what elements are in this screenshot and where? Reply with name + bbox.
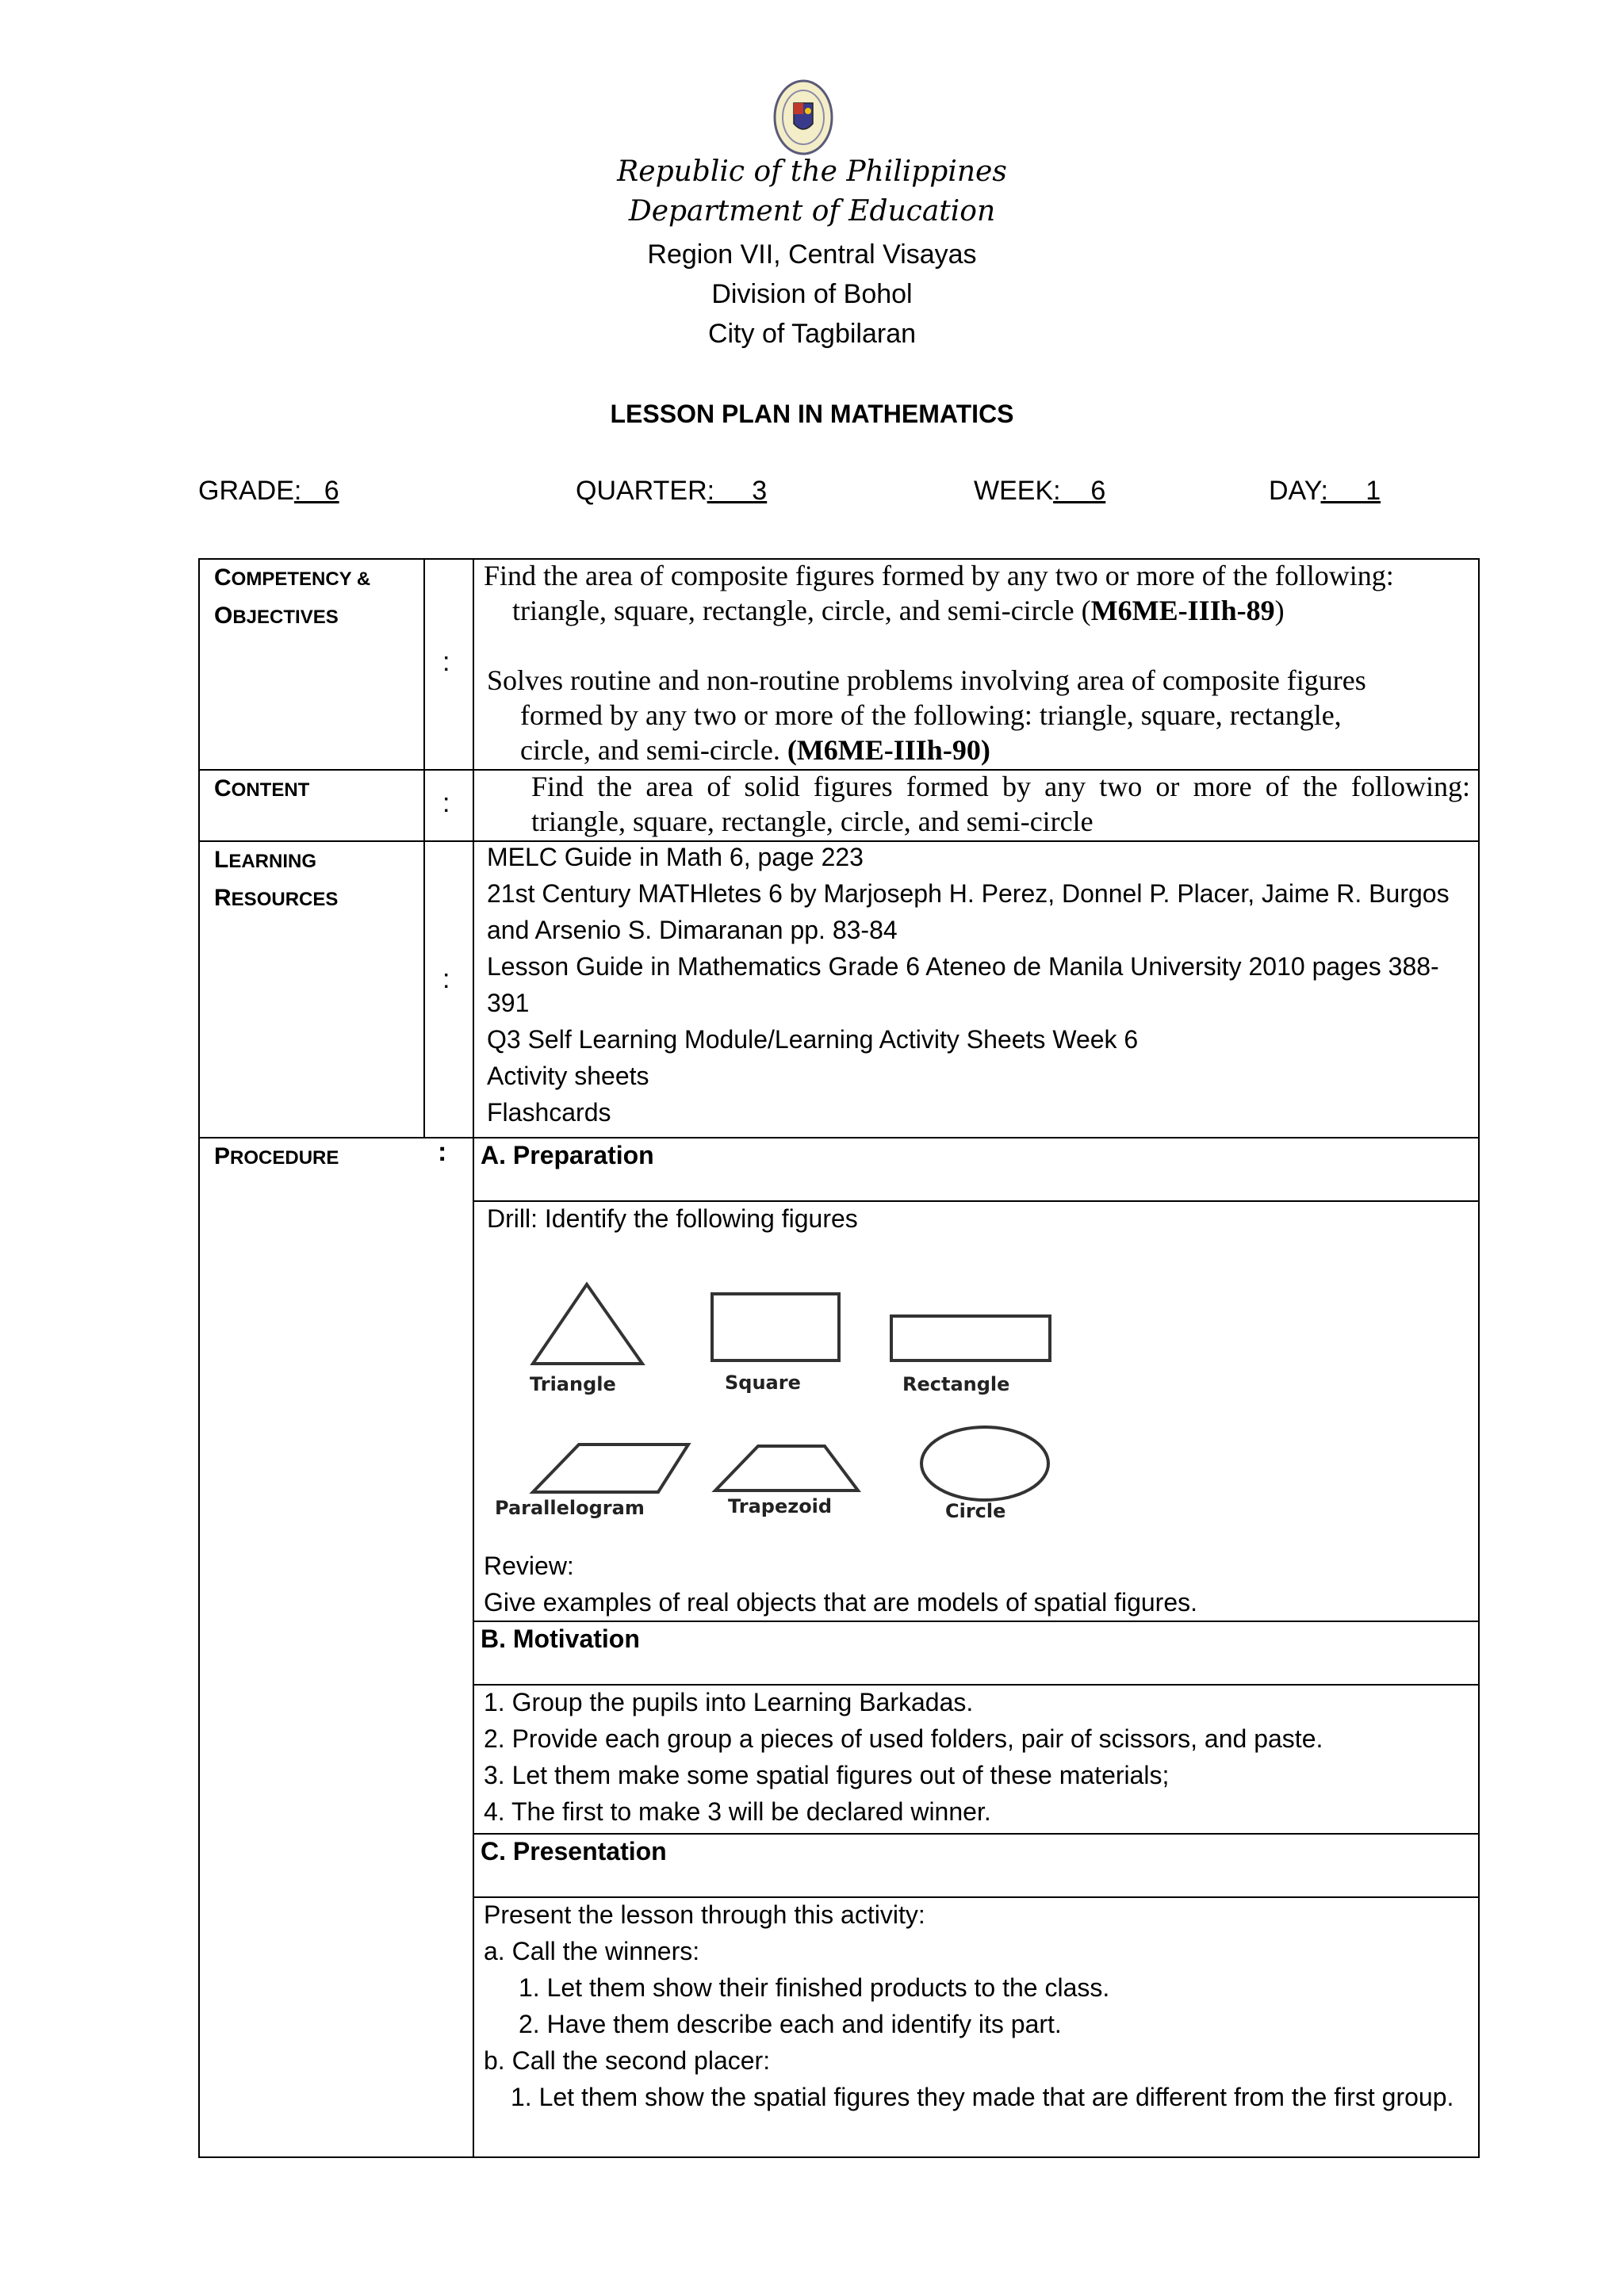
header-republic: Republic of the Philippines xyxy=(617,155,1007,188)
list-item: Activity sheets xyxy=(487,1062,649,1090)
list-item: 1. Group the pupils into Learning Barkadas. xyxy=(484,1688,974,1716)
objective-1: Find the area of composite figures formed by any two or more of the following: triangle, square, rectangle, circle, and semi-circle (M6ME-IIIh-89) xyxy=(484,560,1394,626)
list-item: 2. Have them describe each and identify its part. xyxy=(519,2010,1062,2038)
section-motivation: B. Motivation xyxy=(481,1624,640,1653)
motivation-list xyxy=(484,1684,1467,1830)
deped-seal-icon xyxy=(773,79,833,155)
competency-label: COMPETENCY & OBJECTIVES xyxy=(214,564,371,629)
list-item: Lesson Guide in Mathematics Grade 6 Ateneo de Manila University 2010 pages 388-391 xyxy=(487,952,1439,1017)
header-city: City of Tagbilaran xyxy=(707,319,917,349)
rectangle-shape xyxy=(891,1316,1050,1360)
shape-label: Trapezoid xyxy=(728,1495,833,1517)
quarter-field: QUARTER: 3 xyxy=(576,476,768,506)
review-label: Review: xyxy=(484,1552,574,1580)
header-division: Division of Bohol xyxy=(711,279,913,309)
day-field: DAY: 1 xyxy=(1269,476,1381,506)
square-shape xyxy=(712,1294,839,1360)
content-colon: : xyxy=(442,788,450,818)
shape-label: Triangle xyxy=(530,1373,616,1395)
triangle-shape xyxy=(533,1284,642,1364)
list-item: Q3 Self Learning Module/Learning Activity Sheets Week 6 xyxy=(487,1025,1139,1054)
section-presentation: C. Presentation xyxy=(481,1837,667,1866)
content-label: CONTENT xyxy=(214,775,310,802)
header-department: Department of Education xyxy=(628,195,996,228)
grade-field: GRADE: 6 xyxy=(198,476,339,506)
list-item: Present the lesson through this activity: xyxy=(484,1900,925,1929)
list-item: 1. Let them show their finished products to the class. xyxy=(519,1973,1110,2002)
list-item: MELC Guide in Math 6, page 223 xyxy=(487,843,864,871)
week-field: WEEK: 6 xyxy=(974,476,1106,506)
list-item: 3. Let them make some spatial figures out of these materials; xyxy=(484,1761,1170,1789)
list-item: 21st Century MATHletes 6 by Marjoseph H. Perez, Donnel P. Placer, Jaime R. Burgos and Arsenio S. Dimaranan pp. 83-84 xyxy=(487,879,1450,944)
shape-label: Rectangle xyxy=(902,1373,1010,1395)
procedure-label: PROCEDURE xyxy=(214,1143,339,1169)
procedure-colon: : xyxy=(438,1137,447,1167)
content-text: Find the area of solid figures formed by any two or more of the following: triangle, square, rectangle, circle, and semi-circle xyxy=(531,771,1470,837)
shape-label: Parallelogram xyxy=(495,1497,645,1519)
presentation-text xyxy=(484,1896,1459,2115)
parallelogram-shape xyxy=(533,1445,688,1492)
list-item: a. Call the winners: xyxy=(484,1937,700,1965)
competency-colon: : xyxy=(442,647,450,677)
shape-label: Circle xyxy=(945,1500,1006,1522)
review-text: Give examples of real objects that are models of spatial figures. xyxy=(484,1588,1197,1617)
resources-list xyxy=(487,839,1470,1131)
list-item: Flashcards xyxy=(487,1098,611,1127)
resources-colon: : xyxy=(442,964,450,994)
resources-label: LEARNING RESOURCES xyxy=(214,847,339,911)
shape-label: Square xyxy=(725,1372,801,1394)
section-preparation: A. Preparation xyxy=(481,1141,654,1169)
list-item: 2. Provide each group a pieces of used folders, pair of scissors, and paste. xyxy=(484,1724,1323,1753)
objective-2: Solves routine and non-routine problems involving area of composite figures formed by any two or more of the following: triangle, square, rectangle, circle, and semi-circle. (M6ME-IIIh-90) xyxy=(487,664,1366,766)
trapezoid-shape xyxy=(715,1446,858,1490)
list-item: 1. Let them show the spatial figures they made that are different from the first group. xyxy=(511,2083,1454,2111)
circle-shape xyxy=(921,1427,1048,1500)
list-item: b. Call the second placer: xyxy=(484,2046,771,2075)
drill-text: Drill: Identify the following figures xyxy=(487,1204,858,1233)
page-title: LESSON PLAN IN MATHEMATICS xyxy=(610,400,1014,428)
header-region: Region VII, Central Visayas xyxy=(647,239,977,270)
list-item: 4. The first to make 3 will be declared winner. xyxy=(484,1797,991,1826)
